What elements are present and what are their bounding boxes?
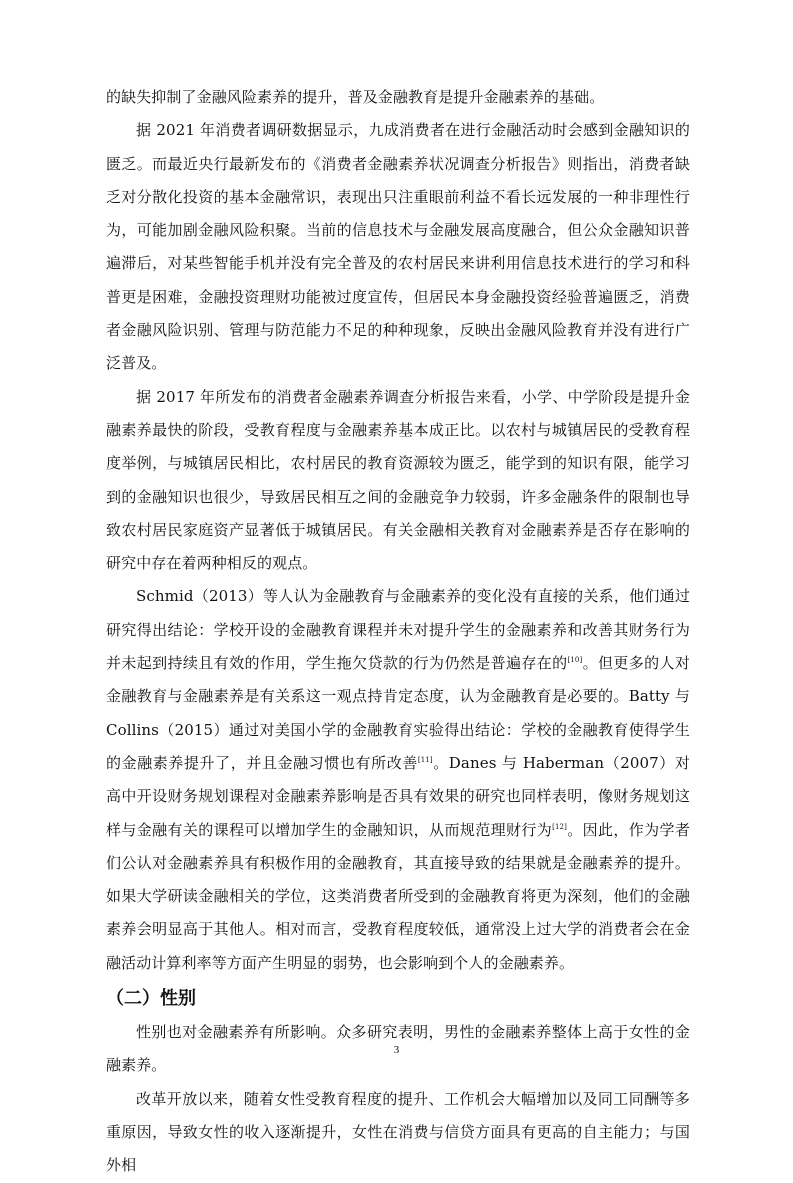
citation-12: [12] bbox=[552, 822, 567, 831]
paragraph-4-part-a: Schmid（2013）等人认为金融教育与金融素养的变化没有直接的关系，他们通过研究得出结论：学校开设的金融教育课程并未对提升学生的金融素养和改善其财务行为并未起到持续且有效的作用，学生拖欠贷款的行为仍然是普遍存在的 bbox=[106, 587, 690, 673]
body-text bbox=[106, 81, 690, 1183]
paragraph-3: 据 2017 年所发布的消费者金融素养调查分析报告来看，小学、中学阶段是提升金融素养最快的阶段，受教育程度与金融素养基本成正比。以农村与城镇居民的受教育程度举例，与城镇居民相比，农村居民的教育资源较为匮乏，能学到的知识有限，能学习到的金融知识也很少，导致居民相互之间的金融竞争力较弱，许多金融条件的限制也导致农村居民家庭资产显著低于城镇居民。有关金融相关教育对金融素养是否存在影响的研究中存在着两种相反的观点。 bbox=[106, 387, 690, 573]
section-heading: （二）性别 bbox=[106, 988, 196, 1010]
citation-10: [10] bbox=[567, 656, 583, 665]
paragraph-4 bbox=[106, 580, 690, 980]
paragraph-2: 据 2021 年消费者调研数据显示，九成消费者在进行金融活动时会感到金融知识的匮乏。而最近央行最新发布的《消费者金融素养状况调查分析报告》则指出，消费者缺乏对分散化投资的基本金融常识，表现出只注重眼前利益不看长远发展的一种非理性行为，可能加剧金融风险积聚。当前的信息技术与金融发展高度融合，但公众金融知识普遍滞后，对某些智能手机并没有完全普及的农村居民来讲利用信息技术进行的学习和科普更是困难，金融投资理财功能被过度宣传，但居民本身金融投资经验普遍匮乏，消费者金融风险识别、管理与防范能力不足的种种现象，反映出金融风险教育并没有进行广泛普及。 bbox=[106, 121, 690, 373]
paragraph-1: 的缺失抑制了金融风险素养的提升，普及金融教育是提升金融素养的基础。 bbox=[106, 88, 605, 106]
paragraph-4-part-c: 。Danes 与 Haberman（2007）对高中开设财务规划课程对金融素养影响是否具有效果的研究也同样表明，像财务规划这样与金融有关的课程可以增加学生的金融知识，从而规范理财行为 bbox=[106, 753, 690, 839]
paragraph-4-part-b: 。但更多的人对金融教育与金融素养是有关系这一观点持肯定态度，认为金融教育是必要的。Batty 与 Collins（2015）通过对美国小学的金融教育实验得出结论：学校的金融教育使得学生的金融素养提升了，并且金融习惯也有所改善 bbox=[106, 654, 690, 772]
paragraph-4-part-d: 。因此，作为学者们公认对金融素养具有积极作用的金融教育，其直接导致的结果就是金融素养的提升。如果大学研读金融相关的学位，这类消费者所受到的金融教育将更为深刻，他们的金融素养会明显高于其他人。相对而言，受教育程度较低，通常没上过大学的消费者会在金融活动计算利率等方面产生明显的弱势，也会影响到个人的金融素养。 bbox=[106, 820, 690, 972]
paragraph-5: 性别也对金融素养有所影响。众多研究表明，男性的金融素养整体上高于女性的金融素养。 bbox=[106, 1023, 690, 1075]
citation-11: [11] bbox=[417, 755, 433, 764]
page-number: 3 bbox=[393, 1044, 400, 1056]
paragraph-6: 改革开放以来，随着女性受教育程度的提升、工作机会大幅增加以及同工同酬等多重原因，导致女性的收入逐渐提升，女性在消费与信贷方面具有更高的自主能力；与国外相 bbox=[106, 1089, 690, 1175]
